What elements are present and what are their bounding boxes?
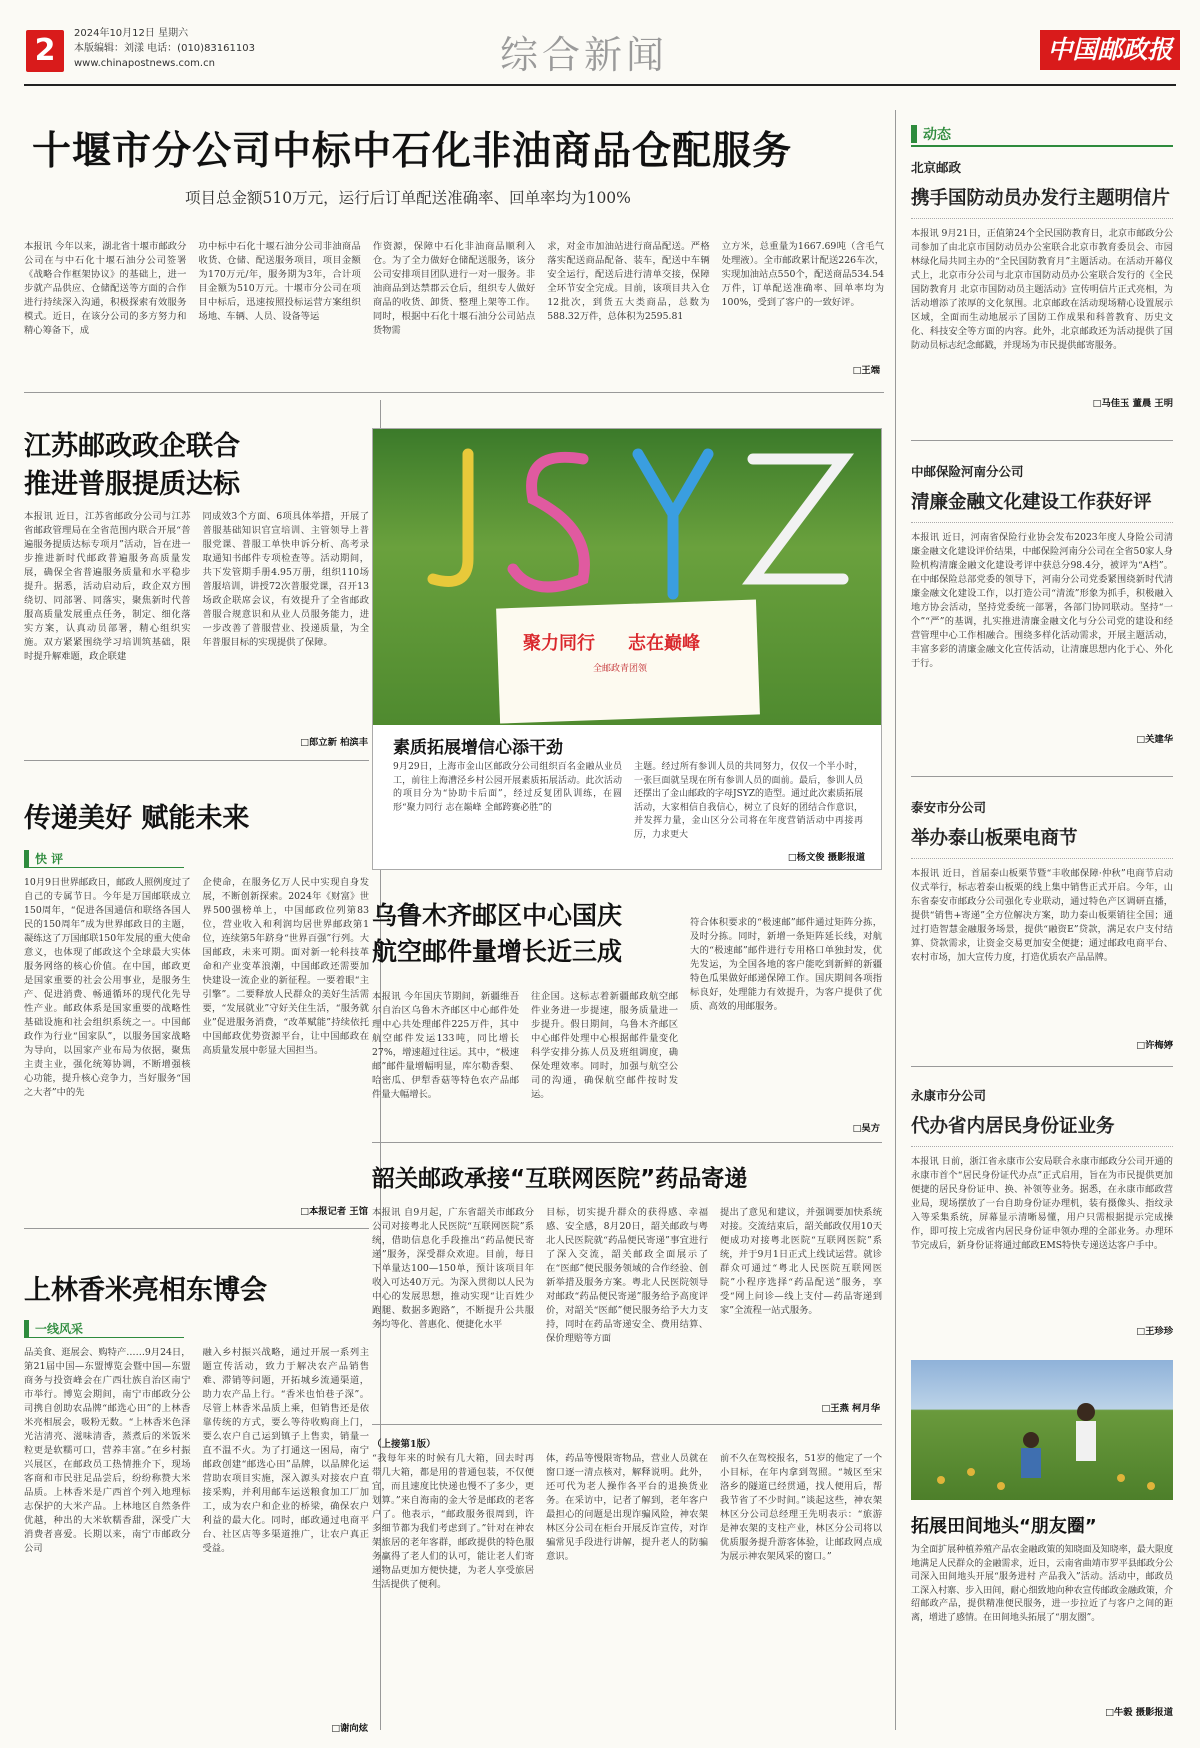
sidebar-title: 代办省内居民身份证业务 bbox=[911, 1112, 1173, 1147]
sidebar-item-beijing bbox=[911, 158, 1173, 428]
sidebar-title: 清廉金融文化建设工作获好评 bbox=[911, 488, 1173, 523]
shanglin-byline: □谢向炫 bbox=[331, 1723, 368, 1734]
jiangsu-headline bbox=[24, 428, 240, 504]
banner-text-right: 志在巅峰 bbox=[628, 633, 700, 654]
banner-text-left: 聚力同行 bbox=[523, 633, 595, 654]
divider bbox=[911, 440, 1173, 441]
sidebar-label: 动态 bbox=[923, 126, 951, 143]
sidebar-item-taian bbox=[911, 798, 1173, 1058]
jiangsu-body bbox=[24, 510, 369, 740]
divider bbox=[911, 776, 1173, 777]
sidebar-org: 泰安市分公司 bbox=[911, 800, 987, 815]
continued-col: 前不久在驾校报名，51岁的他定了一个小目标，在年内拿到驾照。“城区至宋洛乡的隧道已经贯通，找人便用后，帮我节省了不少时间。”谈起这些，神农架林区分公司总经理王先明表示：“旅游是神农架的支柱产业，林区分公司将以优质服务提升游客体验，让邮政网点成为展示神农架风采的窗口。” bbox=[720, 1453, 882, 1562]
sidebar-marker bbox=[911, 125, 917, 143]
lead-col: 作资源，保障中石化非油商品顺利入仓。为了全力做好仓储配送服务，该分公司安排项目团队进行一对一服务。非油商品到达禁郡云仓后，组织专人做好商品的收货、卸货、整理上架等工作。同时，根据中石化十堰石油分公司站点货物需 bbox=[372, 241, 536, 336]
sidebar-org: 永康市分公司 bbox=[911, 1088, 987, 1103]
chuandi-col: 10月9日世界邮政日，邮政人照例度过了自己的专属节日。今年是万国邮联成立150周年，“促进各国通信和联络各国人民的150周年”成为世界邮政日的主题，凝练这了万国邮联150年发展的重大使命意义，也体现了邮政这个全球最大实体服务网络的核心价值。在中国，邮政更是国家重要的社会公用事业，是服务生产、促进消费、畅通循环的现代化先导性产业。邮政体系是国家重要的战略性基础设施和社会组织系统之一。中国邮政作为行业“国家队”，以服务国家战略为导向，以国家产业布局为依据，聚焦主责主业，强化统筹协调，不断增强核心功能，提升核心竞争力，当好服务“国之大者”中的先 bbox=[24, 877, 191, 1098]
masthead-rule bbox=[24, 84, 1176, 86]
sidebar-org: 北京邮政 bbox=[911, 160, 962, 175]
divider bbox=[372, 1424, 882, 1425]
photo-story-col: 主题。经过所有参训人员的共同努力，仅仅一个半小时，一张巨面就呈现在所有参训人员的面前。最后，参训人员还摆出了金山邮政的字母JSYZ的造型。通过此次素质拓展活动，大家相信自我信心，树立了良好的团结合作意识，并发挥力量，金山区分公司将在年度营销活动中再接再厉，力求更大 bbox=[634, 762, 863, 840]
banner-subtext: 全邮政青团领 bbox=[593, 664, 648, 674]
divider bbox=[24, 392, 884, 393]
jiangsu-col: 同成效3个方面、6项具体举措，开展了普服基础知识官宣培训、主管领导上普服党课、普服工单快申诉分析、高考录取通知书邮件专项检查等。活动期间，共下发管期手册4.95万册，组织110场普服培训，讲授72次普服党课，召开13场政企联席会议，有效提升了全省邮政普服合规意识和从业人员服务能力，进一步改善了普服营业、投递质量，为全年普服目标的实现提供了保障。 bbox=[202, 511, 369, 648]
field-photo-byline: □牛毅 摄影报道 bbox=[1105, 1707, 1173, 1718]
sidebar-body: 本报讯 近日，首届泰山板栗节暨“丰收邮保障·仲秋”电商节启动仪式举行，标志着泰山板栗的线上集中销售正式开启。今年，山东省泰安市邮政分公司强化专业联动，通过特色产区调研直播，提供“销售+寄递”全方位解决方案，助力泰山板栗销往全国；通过打造智慧金融服务场景，提供“融资E”贷款，满足农户支付结算、贷款需求，让资金交易更加安全便捷；通过邮政电商平台、农村市场，加大宣传力度，打造优质农产品品牌。 bbox=[911, 868, 1173, 963]
lead-subtitle: 项目总金额510万元，运行后订单配送准确率、回单率均为100% bbox=[185, 189, 631, 207]
shaoguan-col: 本报讯 自9月起，广东省韶关市邮政分公司对接粤北人民医院“互联网医院”系统，借助信息化手段推出“药品便民寄递”服务，深受群众欢迎。目前，每日下单量达100—150单，预计该项目年收入可达40万元。为深入贯彻以人民为中心的发展思想，推动实现“让百姓少跑腿、数据多跑路”，不断提升公共服务均等化、普惠化、便捷化水平 bbox=[372, 1207, 534, 1330]
lead-headline: 十堰市分公司中标中石化非油商品仓配服务 bbox=[32, 129, 793, 174]
masthead-meta bbox=[74, 26, 255, 71]
chuandi-body bbox=[24, 876, 369, 1206]
shaoguan-col: 目标，切实提升群众的获得感、幸福感、安全感，8月20日，韶关邮政与粤北人民医院就“药品便民寄递”事宜进行了深入交流，韶关邮政全面展示了在“医邮”便民服务领域的合作经验、创新举措及服务方案。粤北人民医院领导对邮政“药品便民寄递”服务给予高度评价，对韶关“医邮”便民服务给予大力支持，同时在药品寄递安全、费用结算、保价理赔等方面 bbox=[546, 1207, 708, 1344]
sidebar-header bbox=[911, 123, 1173, 147]
lead-byline: □王端 bbox=[852, 365, 880, 376]
photo-story-body bbox=[393, 761, 863, 857]
sidebar-item-yongkang bbox=[911, 1086, 1173, 1348]
masthead bbox=[0, 0, 1200, 88]
website-link[interactable]: www.chinapostnews.com.cn bbox=[74, 58, 215, 69]
field-photo-title: 拓展田间地头“朋友圈” bbox=[911, 1516, 1097, 1537]
section-title: 综合新闻 bbox=[500, 33, 669, 77]
continued-col: 体，药品等慢限寄物品，营业人员就在窗口逐一清点核对，解释说明。此外，还可代为老人操作各平台的退换货业务。在采访中，记者了解到，老年客户最担心的问题是出现诈骗风险，神农架林区分公司在柜台开展反诈宣传，对诈骗常见手段进行讲解，提升老人的防骗意识。 bbox=[546, 1453, 708, 1562]
shaoguan-body bbox=[372, 1206, 882, 1402]
lead-body bbox=[24, 240, 884, 375]
shaoguan-headline: 韶关邮政承接“互联网医院”药品寄递 bbox=[372, 1166, 748, 1192]
sidebar-title: 携手国防动员办发行主题明信片 bbox=[911, 184, 1173, 219]
divider bbox=[372, 1142, 882, 1143]
sidebar-divider bbox=[895, 110, 896, 1730]
sidebar-body: 本报讯 日前，浙江省永康市公安局联合永康市邮政分公司开通的永康市首个“居民身份证代办点”正式启用，旨在为市民提供更加便捷的居民身份证申、换、补领等业务。据悉，在永康市邮政营业局，现场摆放了一台自助身份证办理机，装有摄像头、指纹录入等采集系统，屏幕显示清晰易懂，用户只需根据提示完成操作，即可按上完成省内居民身份证申领办理的全部业务。办理环节完成后，新身份证将通过邮政EMS特快专递送达客户手中。 bbox=[911, 1156, 1173, 1251]
divider bbox=[24, 1228, 369, 1229]
headline-line: 江苏邮政政企联合 bbox=[24, 431, 240, 462]
shanglin-body bbox=[24, 1346, 369, 1718]
lead-col: 本报讯 今年以来，湖北省十堰市邮政分公司在与中石化十堰石油分公司签署《战略合作框架协议》的基础上，进一步就产品供应、仓储配送等方面的合作进行持续深入沟通，积极探索有效服务模式。近日，在该分公司的多方努力和精心筹备下，成 bbox=[24, 241, 187, 336]
divider bbox=[24, 760, 369, 761]
continued-label: （上接第1版） bbox=[372, 1439, 436, 1450]
continued-body bbox=[372, 1452, 882, 1734]
photo-story-box bbox=[372, 428, 882, 870]
urumqi-body-right bbox=[690, 916, 882, 1128]
lead-col: 求，对金市加油站进行商品配送。严格落实配送商品配备、装车，配送中车辆安全运行，配送后进行清单交接，保障全环节安全完成。目前，该项目共入仓12批次，到货五大类商品，总数为588.32万件，总体积为2595.81 bbox=[547, 241, 710, 322]
editor-line: 本版编辑：刘漾 电话：(010)83161103 bbox=[74, 43, 255, 54]
continued-col: “我每年来的时候有几大箱，回去时再带几大箱，都是用的普通包装，不仅便宜，而且速度比快递也慢不了多少，更划算。”来自海南的金大爷是邮政的老客户了。他表示，“邮政服务很周到，许多细节都为我们考虑到了。”针对在神农架旅居的老年客群，邮政提供的特色服务赢得了老人们的认可，能让老人们寄递物品更加方便快捷，为老人享受旅居生活提供了便利。 bbox=[372, 1453, 534, 1590]
sidebar-byline: □王珍珍 bbox=[1136, 1326, 1173, 1337]
field-photo bbox=[911, 1360, 1173, 1500]
shaoguan-byline: □王燕 柯月华 bbox=[821, 1403, 880, 1414]
sidebar-body: 本报讯 近日，河南省保险行业协会发布2023年度人身险公司清廉金融文化建设评价结果，中邮保险河南分公司在全省50家人身险机构清廉金融文化建设考评中获总分98.4分，被评为“A档”。在中邮保险总部党委的领导下，河南分公司党委紧围绕新时代清廉金融文化建设工作，以打造公司“清流”形象为抓手，积极融入地方协会活动，坚持党委统一部署，各部门协同联动。坚持“一个”“严”的基调，扎实推进清廉金融文化与分公司党的建设和经营管理中心工作相融合。围绕多样化活动需求，开展主题活动，丰富多彩的清廉金融文化宣传活动，让清廉思想内化于心、外化于行。 bbox=[911, 532, 1173, 669]
urumqi-body bbox=[372, 990, 678, 1130]
urumqi-col: 符合体积要求的“极速邮”邮件通过矩阵分拣，及时分拣。同时，新增一条矩阵延长线，对航大的“极速邮”邮件进行专用格口单独封发，优先发运，为全国各地的客户能吃到新鲜的新疆特色瓜果做好邮递保障工作。国庆期间各项指标良好，处理能力有效提升，为客户提供了优质、高效的用邮服务。 bbox=[690, 917, 882, 1012]
shanglin-headline: 上林香米亮相东博会 bbox=[24, 1275, 267, 1306]
urumqi-headline bbox=[372, 898, 622, 970]
lead-col: 功中标中石化十堰石油分公司非油商品收货、仓储、配送服务项目，项目金额为170万元/年，服务期为3年，合计项目金额为510万元。十堰市分公司在项目中标后，迅速按照投标运营方案组织场地、车辆、人员、设备等运 bbox=[198, 241, 361, 322]
chuandi-headline: 传递美好 赋能未来 bbox=[24, 803, 250, 834]
sidebar-title: 举办泰山板栗电商节 bbox=[911, 824, 1173, 859]
chuandi-byline: □本报记者 王馆 bbox=[300, 1206, 368, 1217]
urumqi-col: 往企国。这标志着新疆邮政航空邮件业务进一步提速，服务质量进一步提升。假日期间，乌鲁木齐邮区中心邮件处理中心根据邮件量变化科学安排分拣人员及班组调度，确保处理效率。同时，加强与航空公司的沟通，确保航空邮件按时发运。 bbox=[531, 991, 678, 1100]
divider bbox=[911, 1066, 1173, 1067]
urumqi-col: 本报讯 今年国庆节期间，新疆维吾尔自治区乌鲁木齐邮区中心邮件处理中心共处理邮件225万件，其中航空邮件发运133吨，同比增长27%，增速超过往运。其中，“极速邮”邮件量增幅明显，库尔勒香梨、哈密瓜、伊犁香菇等特色农产品邮件量大幅增长。 bbox=[372, 991, 519, 1100]
date-line: 2024年10月12日 星期六 bbox=[74, 28, 189, 39]
lead-col: 立方米，总重量为1667.69吨（含毛气处理液）。全市邮政累计配送226车次，实现加油站点550个，配送商品534.54万件，订单配送准确率、回单率均为100%，受到了客户的一致好评。 bbox=[721, 241, 884, 308]
photo-story-title: 素质拓展增信心添干劲 bbox=[393, 738, 563, 758]
headline-line: 航空邮件量增长近三成 bbox=[372, 937, 623, 966]
jsyz-formation-icon bbox=[373, 429, 881, 725]
chuandi-col: 企使命，在服务亿万人民中实现自身发展，不断创新探索。2024年《财富》世界500强榜单上，中国邮政位列第83位，营业收入和利润均居世界邮政第1位，连续第5年跻身“世界百强”行列。大国邮政，未来可期。面对新一轮科技革命和产业变革浪潮，中国邮政还需要加快建设一流企业的新征程。一要着眼“主引擎”。二要释放人民群众的美好生活需要，“发展就业”守好关住生活，“服务就业”促进服务消费，“改革赋能”持续依托中国邮政优势资源平台，让中国邮政在高质量发展中彰显大国担当。 bbox=[202, 877, 369, 1056]
shanglin-col: 品美食、逛展会、购特产……9月24日，第21届中国—东盟博览会暨中国—东盟商务与投资峰会在广西壮族自治区南宁市举行。博览会期间，南宁市邮政分公司携自创助农品牌“邮选心田”的上林香米亮相展会，吸粉无数。“上林香米色泽光洁清亮、滋味清香，蒸煮后的米饭米粒更是软糯可口，营养丰富。”在乡村振兴展区，在邮政员工热情推介下，现场客商和市民驻足品尝后，纷纷称赞大米品质。上林香米是广西首个列入地理标志保护的大米产品。上林地区自然条件优越，种出的大米软糯香甜，深受广大消费者喜爱。长期以来，南宁市邮政分公司 bbox=[24, 1347, 191, 1554]
sidebar-body: 本报讯 9月21日，正值第24个全民国防教育日，北京市邮政分公司参加了由北京市国防动员办公室联合北京市教育委员会、市园林绿化局共同主办的“全民国防教育月”主题活动。在活动开幕仪式上，北京市分公司与北京市国防动员办公室联合发行的《全民国防教育月 北京市国防动员主题活动》宣传明信片正式亮相，为活动增添了浓厚的文化氛围。北京邮政在活动现场精心设置展示区域，全面而生动地展示了国防工作成果和科普教育、历史文化、科技安全等方面的内容。此外，北京邮政还为活动提供了国防动员标志纪念邮戳，并现场为市民提供邮寄服务。 bbox=[911, 228, 1173, 351]
headline-line: 乌鲁木齐邮区中心国庆 bbox=[372, 901, 623, 930]
urumqi-byline: □吴方 bbox=[852, 1123, 880, 1134]
jiangsu-byline: □郎立新 柏滨丰 bbox=[300, 737, 368, 748]
field-photo-body bbox=[911, 1544, 1173, 1700]
newspaper-logo: 中国邮政报 bbox=[1040, 30, 1180, 70]
sidebar-byline: □许梅婷 bbox=[1136, 1040, 1173, 1051]
sidebar-byline: □关建华 bbox=[1136, 734, 1173, 745]
tag-label: 快 评 bbox=[24, 850, 184, 868]
quick-comment-tag bbox=[24, 848, 184, 868]
tag-label: 一线风采 bbox=[24, 1320, 184, 1338]
shanglin-col: 融入乡村振兴战略，通过开展一系列主题宣传活动，致力于解决农产品销售难、滞销等问题，开拓城乡流通渠道，助力农产品上行。“香米也怕巷子深”。尽管上林香米品质上乘，但销售还是依靠传统的方式，要么等待收购商上门，要么农户自己运到镇子上售卖，销量一直不温不火。为了打通这一困局，南宁邮政创建“邮选心田”品牌，以品牌化运营助农项目实施，深入源头对接农户直接采购，并利用邮车运送粮食加工厂加工，成为农户和企业的桥梁，确保农户利益的最大化。同时，邮政通过电商平台、社区店等多渠道推广，让农户真正受益。 bbox=[202, 1347, 369, 1554]
team-building-photo bbox=[373, 429, 881, 725]
field-photo-text: 为全面扩展种植养殖产品农金融政策的知晓面及知晓率，最大限度地满足人民群众的金融需求，近日，云南省曲靖市罗平县邮政分公司深入田间地头开展“服务进村 产品我入”活动。活动中，邮政员工深入村寨、步入田间，耐心细致地向种农宣传邮政金融政策，介绍邮政产品，提供精准便民服务，进一步拉近了与客户之间的距离，增进了感情。在田间地头拓展了“朋友圈”。 bbox=[911, 1545, 1173, 1623]
sidebar-org: 中邮保险河南分公司 bbox=[911, 464, 1024, 479]
frontline-tag bbox=[24, 1318, 184, 1338]
sidebar-byline: □马佳玉 董晨 王明 bbox=[1092, 398, 1173, 409]
headline-line: 推进普服提质达标 bbox=[24, 469, 240, 500]
page-number: 2 bbox=[26, 30, 64, 72]
photo-story-col: 9月29日，上海市金山区邮政分公司组织百名金融从业员工，前往上海漕泾乡村公园开展素质拓展活动。此次活动的项目分为“协助卡后面”，经过反复团队训练，在圆形“聚力同行 志在巅峰 全邮跨赛必胜”的 bbox=[393, 762, 622, 813]
jiangsu-col: 本报讯 近日，江苏省邮政分公司与江苏省邮政管理局在全省范围内联合开展“普遍服务提质达标专项月”活动，旨在进一步推进新时代邮政普遍服务高质量发展，确保全省普遍服务质量和水平稳步提升。据悉，活动启动后，政企双方围绕切、同部署、同落实，聚焦新时代普服高质量发展重点任务，制定、细化落实方案，认真动员部署，精心组织实施。双方紧紧围绕学习培训筑基础，限时提升解难题，政企联建 bbox=[24, 511, 191, 662]
shaoguan-col: 提出了意见和建议，并强调要加快系统对接。交流结束后，韶关邮政仅用10天便成功对接粤北医院“互联网医院”系统，并于9月1日正式上线试运营。就诊群众可通过“粤北人民医院互联网医院”小程序选择“药品配送”服务，享受“网上问诊—线上支付—药品寄递到家”全流程一站式服务。 bbox=[720, 1207, 882, 1316]
sidebar-item-henan bbox=[911, 462, 1173, 762]
photo-story-byline: □杨文俊 摄影报道 bbox=[787, 852, 865, 863]
farmers-icon bbox=[911, 1360, 1173, 1500]
